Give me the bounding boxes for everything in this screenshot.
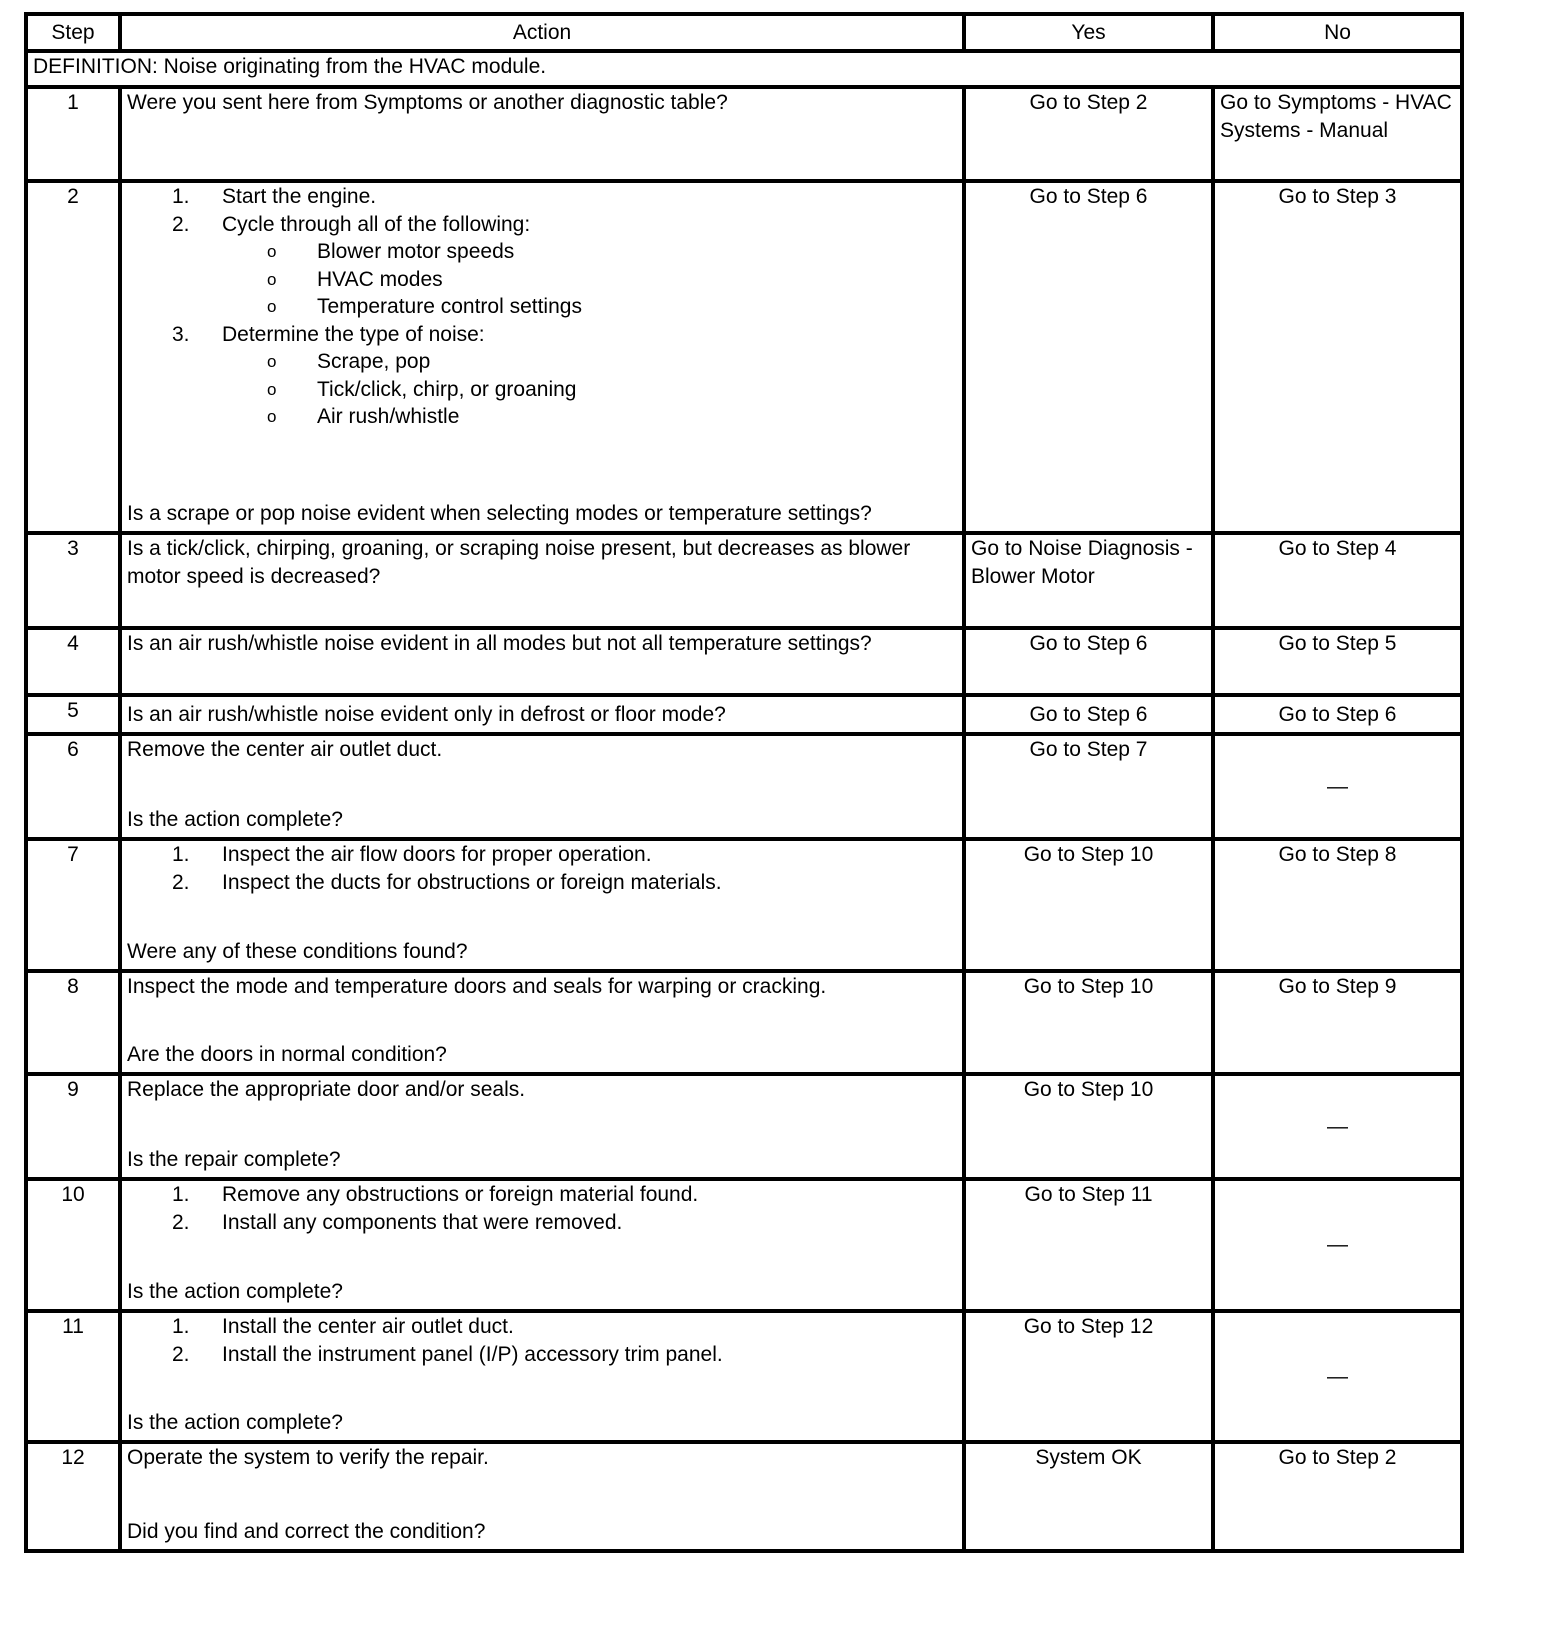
table-row: [26, 533, 1462, 628]
sub-list-item: o Scrape, pop: [222, 348, 957, 376]
instruction-text: Inspect the mode and temperature doors and seals for warping or cracking.: [127, 975, 827, 998]
step-number: 11: [26, 1311, 120, 1442]
yes-cell: Go to Step 2: [964, 87, 1213, 181]
question-text: Is an air rush/whistle noise evident in all modes but not all temperature settings?: [127, 632, 872, 655]
no-cell: —: [1213, 1179, 1462, 1311]
step-number: 10: [26, 1179, 120, 1311]
question-text: Is an air rush/whistle noise evident only in defrost or floor mode?: [127, 702, 726, 726]
diagnostic-table: [24, 12, 1464, 1553]
action-cell: [120, 1311, 964, 1442]
no-cell: Go to Step 5: [1213, 628, 1462, 695]
step-number: 7: [26, 839, 120, 971]
action-cell: [120, 839, 964, 971]
question-text: Did you find and correct the condition?: [127, 1519, 486, 1543]
list-item: 3. Determine the type of noise: o Scrape, pop o Tick/click, chirp, or groaning o Air rush/whistle: [127, 321, 957, 431]
question-text: Were you sent here from Symptoms or another diagnostic table?: [127, 91, 728, 114]
yes-cell: Go to Step 6: [964, 695, 1213, 734]
table-row: [26, 1442, 1462, 1551]
question-text: Is a scrape or pop noise evident when selecting modes or temperature settings?: [127, 501, 872, 525]
no-cell: —: [1213, 1311, 1462, 1442]
table-row: [26, 181, 1462, 533]
yes-cell: System OK: [964, 1442, 1213, 1551]
action-cell: [120, 1179, 964, 1311]
no-cell: Go to Step 4: [1213, 533, 1462, 628]
no-cell: Go to Step 2: [1213, 1442, 1462, 1551]
circle-bullet-icon: o: [267, 242, 277, 261]
list-item: 1. Install the center air outlet duct.: [172, 1315, 514, 1338]
no-cell: Go to Step 8: [1213, 839, 1462, 971]
yes-cell: Go to Step 7: [964, 734, 1213, 839]
instruction-text: Remove the center air outlet duct.: [127, 738, 443, 761]
list-item: 1. Inspect the air flow doors for proper operation.: [172, 843, 652, 866]
header-row: [26, 14, 1462, 51]
yes-cell: Go to Step 6: [964, 628, 1213, 695]
header-action: Action: [120, 14, 964, 51]
step-number: 2: [26, 181, 120, 533]
sub-list: [222, 348, 957, 431]
no-cell: Go to Step 9: [1213, 971, 1462, 1074]
table-row: [26, 1311, 1462, 1442]
step-list: [127, 841, 957, 896]
header-yes: Yes: [964, 14, 1213, 51]
question-text: Is the action complete?: [127, 1410, 343, 1434]
list-item: 2. Inspect the ducts for obstructions or foreign materials.: [172, 870, 722, 894]
yes-cell: Go to Step 10: [964, 971, 1213, 1074]
yes-cell: Go to Step 10: [964, 1074, 1213, 1179]
step-list: [127, 1313, 957, 1368]
yes-cell: Go to Noise Diagnosis - Blower Motor: [964, 533, 1213, 628]
list-item: 2. Cycle through all of the following: o Blower motor speeds o HVAC modes o Temperature control settings: [127, 211, 957, 321]
no-cell: Go to Step 6: [1213, 695, 1462, 734]
action-cell: [120, 1074, 964, 1179]
circle-bullet-icon: o: [267, 269, 277, 289]
instruction-text: Replace the appropriate door and/or seals.: [127, 1078, 526, 1101]
table-row: [26, 971, 1462, 1074]
sub-list: [222, 238, 957, 321]
step-number: 5: [26, 695, 120, 734]
circle-bullet-icon: o: [267, 379, 277, 399]
sub-list-item: o HVAC modes: [222, 266, 957, 294]
yes-cell: Go to Step 12: [964, 1311, 1213, 1442]
question-text: Are the doors in normal condition?: [127, 1042, 447, 1066]
action-cell: [120, 695, 964, 734]
step-number: 9: [26, 1074, 120, 1179]
yes-cell: Go to Step 11: [964, 1179, 1213, 1311]
no-cell: Go to Symptoms - HVAC Systems - Manual: [1213, 87, 1462, 181]
sub-list-item: o Air rush/whistle: [222, 403, 957, 431]
table-row: [26, 734, 1462, 839]
list-item: 1. Start the engine.: [172, 185, 377, 208]
table-row: [26, 1074, 1462, 1179]
list-item: 2. Install any components that were removed.: [172, 1210, 623, 1234]
question-text: Is the action complete?: [127, 1279, 343, 1303]
step-number: 1: [26, 87, 120, 181]
step-list: [127, 183, 957, 431]
no-cell: —: [1213, 1074, 1462, 1179]
action-cell: [120, 1442, 964, 1551]
instruction-text: Operate the system to verify the repair.: [127, 1446, 489, 1469]
table-row: [26, 1179, 1462, 1311]
yes-cell: Go to Step 10: [964, 839, 1213, 971]
circle-bullet-icon: o: [267, 407, 277, 426]
list-item: 1. Remove any obstructions or foreign material found.: [172, 1183, 699, 1206]
table-row: [26, 695, 1462, 734]
action-cell: [120, 533, 964, 628]
circle-bullet-icon: o: [267, 297, 277, 316]
header-no: No: [1213, 14, 1462, 51]
definition-text: DEFINITION: Noise originating from the HVAC module.: [26, 51, 1462, 87]
table-row: [26, 87, 1462, 181]
step-number: 12: [26, 1442, 120, 1551]
question-text: Is the action complete?: [127, 807, 343, 831]
step-number: 3: [26, 533, 120, 628]
circle-bullet-icon: o: [267, 352, 277, 371]
action-cell: [120, 181, 964, 533]
header-step: Step: [26, 14, 120, 51]
question-text: Were any of these conditions found?: [127, 939, 468, 963]
sub-list-item: o Temperature control settings: [222, 293, 957, 321]
step-number: 6: [26, 734, 120, 839]
yes-cell: Go to Step 6: [964, 181, 1213, 533]
step-number: 8: [26, 971, 120, 1074]
no-cell: Go to Step 3: [1213, 181, 1462, 533]
action-cell: [120, 971, 964, 1074]
no-cell: —: [1213, 734, 1462, 839]
table-row: [26, 839, 1462, 971]
question-text: Is a tick/click, chirping, groaning, or scraping noise present, but decreases as blower motor speed is decreased?: [127, 537, 911, 588]
step-list: [127, 1181, 957, 1236]
list-item: 2. Install the instrument panel (I/P) accessory trim panel.: [172, 1342, 723, 1366]
sub-list-item: o Tick/click, chirp, or groaning: [222, 376, 957, 404]
action-cell: [120, 87, 964, 181]
action-cell: [120, 628, 964, 695]
step-number: 4: [26, 628, 120, 695]
question-text: Is the repair complete?: [127, 1147, 341, 1171]
table-row: [26, 628, 1462, 695]
definition-row: [26, 51, 1462, 87]
sub-list-item: o Blower motor speeds: [222, 238, 957, 266]
action-cell: [120, 734, 964, 839]
